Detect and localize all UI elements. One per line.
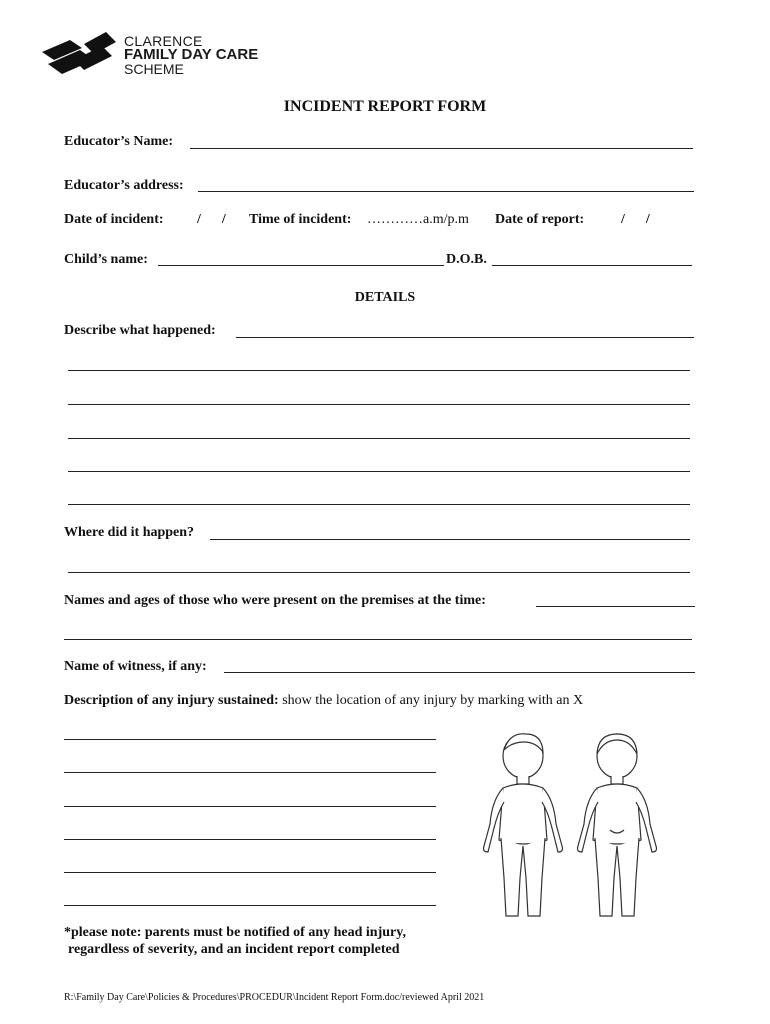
note-line-2: regardless of severity, and an incident report completed [68,942,400,957]
footer-path: R:\Family Day Care\Policies & Procedures\PROCEDUR\Incident Report Form.doc/reviewed April 2021 [64,992,485,1003]
witness-label: Name of witness, if any: [64,659,207,674]
educator-name-line[interactable] [190,148,693,149]
time-of-incident-label: Time of incident: [249,212,352,227]
injury-line-4[interactable] [64,839,436,840]
describe-line-3[interactable] [68,404,690,405]
witness-line[interactable] [224,672,695,673]
injury-label: Description of any injury sustained: [64,693,279,708]
describe-label: Describe what happened: [64,323,216,338]
injury-line-2[interactable] [64,772,436,773]
names-ages-line-2[interactable] [64,639,692,640]
logo-line-2: FAMILY DAY CARE [124,46,259,63]
where-label: Where did it happen? [64,525,195,540]
names-ages-label: Names and ages of those who were present on the premises at the time: [64,593,486,608]
dob-line[interactable] [492,265,692,266]
dob-label: D.O.B. [446,252,487,267]
injury-description [64,693,583,709]
details-heading: DETAILS [354,290,416,305]
child-name-line[interactable] [158,265,444,266]
educator-address-line[interactable] [198,191,694,192]
educator-address-label: Educator’s address: [64,178,184,193]
where-line-1[interactable] [210,539,690,540]
describe-line-2[interactable] [68,370,690,371]
date-of-report-slashes[interactable]: / / [621,212,650,227]
child-name-label: Child’s name: [64,252,148,267]
date-of-incident-slashes[interactable]: / / [197,212,226,227]
names-ages-line-1[interactable] [536,606,695,607]
injury-line-3[interactable] [64,806,436,807]
describe-line-4[interactable] [68,438,690,439]
body-diagram[interactable] [470,728,670,923]
logo-line-1: CLARENCE [124,33,203,49]
logo [40,28,300,80]
time-of-incident-field[interactable]: …………a.m/p.m [367,212,469,227]
logo-line-3: SCHEME [124,61,184,77]
injury-line-5[interactable] [64,872,436,873]
date-of-report-label: Date of report: [495,212,585,227]
where-line-2[interactable] [68,572,690,573]
injury-instruction: show the location of any injury by marking with an X [282,693,584,708]
note-line-1: *please note: parents must be notified of any head injury, [64,925,406,940]
injury-line-6[interactable] [64,905,436,906]
child-front-icon [484,734,563,916]
page-title: INCIDENT REPORT FORM [283,98,487,115]
describe-line-1[interactable] [236,337,694,338]
describe-line-5[interactable] [68,471,690,472]
describe-line-6[interactable] [68,504,690,505]
logo-mark-icon [40,30,120,78]
date-of-incident-label: Date of incident: [64,212,164,227]
child-back-icon [578,734,657,916]
injury-line-1[interactable] [64,739,436,740]
educator-name-label: Educator’s Name: [64,134,173,149]
